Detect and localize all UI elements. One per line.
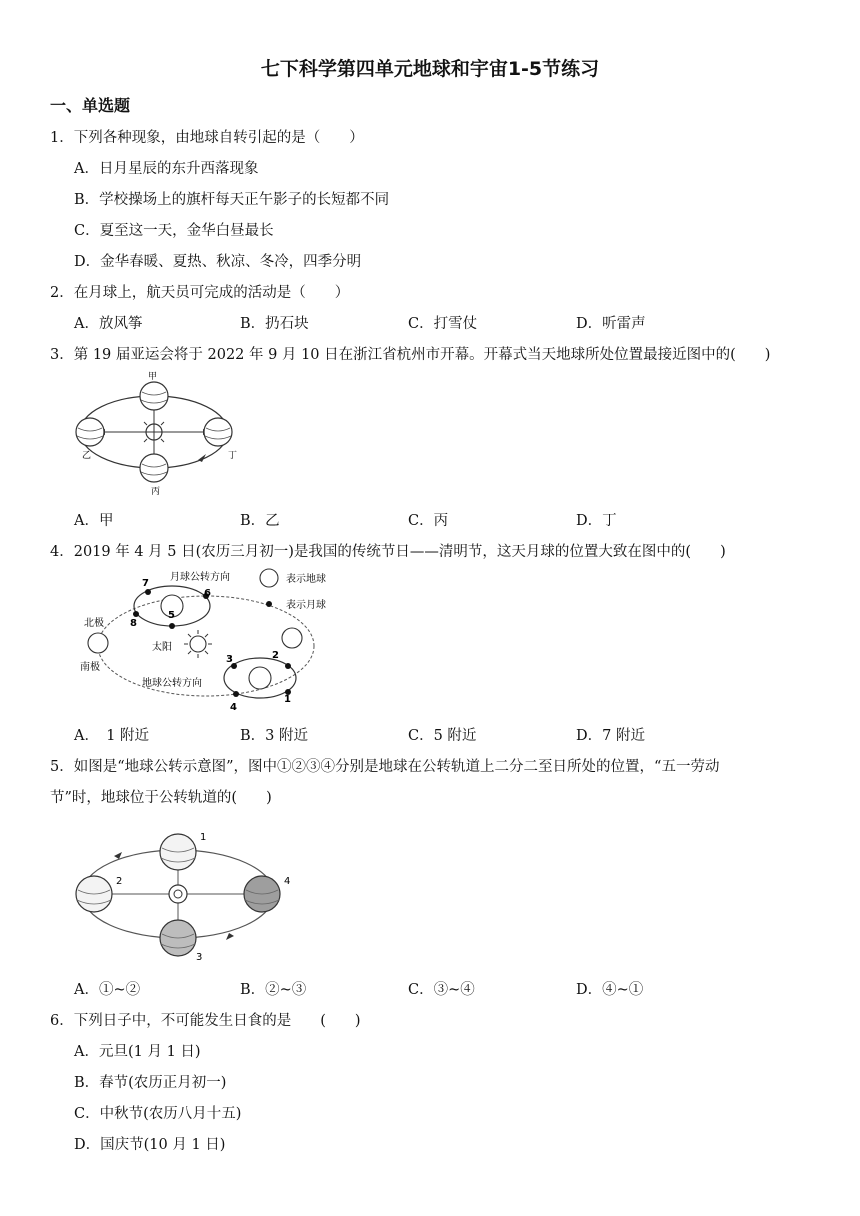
earth-orbit-label: 地球公转方向 [142,678,202,689]
figure-number-6: 6 [204,588,211,599]
earth-ding-icon [204,418,232,446]
figure-label-ding: 丁 [228,451,238,461]
figure-number-1: 1 [284,694,291,705]
earth-icon [282,628,302,648]
question-4-option-d[interactable]: D．7 附近 [576,728,645,744]
earth-yi-icon [76,418,104,446]
section-heading: 一、单选题 [50,96,131,115]
moon-orbit-label: 月球公转方向 [170,572,230,583]
figure-label-4: 4 [284,876,291,887]
question-4-option-a[interactable]: A． 1 附近 [74,728,150,744]
sun-icon [190,636,206,652]
figure-number-5: 5 [168,610,175,621]
north-pole-label: 北极 [84,618,104,629]
question-5-orbit-figure [74,826,304,966]
legend-moon-icon [266,601,272,607]
question-3-option-d[interactable]: D．丁 [576,513,617,529]
question-3-option-b[interactable]: B．乙 [240,513,280,529]
figure-label-yi: 乙 [82,451,92,461]
figure-number-7: 7 [142,578,149,589]
legend-moon-label: 表示月球 [286,600,326,611]
figure-label-2: 2 [116,876,123,887]
figure-number-4: 4 [230,702,237,713]
question-4-stem: 4．2019 年 4 月 5 日(农历三月初一)是我国的传统节日——清明节，这天月球的位置大致在图中的( ) [50,544,726,560]
question-6-option-d[interactable]: D．国庆节(10 月 1 日) [74,1137,226,1153]
earth-bing-icon [140,454,168,482]
legend-earth-label: 表示地球 [286,574,326,585]
question-3-stem: 3．第 19 届亚运会将于 2022 年 9 月 10 日在浙江省杭州市开幕。开幕式当天地球所处位置最接近图中的( ) [50,347,771,363]
figure-label-jia: 甲 [148,372,158,382]
question-5-stem-line1: 5．如图是“地球公转示意图”，图中①②③④分别是地球在公转轨道上二分二至日所处的位置，“五一劳动 [50,759,720,775]
question-3-option-a[interactable]: A．甲 [74,513,114,529]
question-2-stem: 2．在月球上，航天员可完成的活动是（ ） [50,285,350,301]
question-5-option-b[interactable]: B．②~③ [240,982,307,998]
figure-number-8: 8 [130,618,137,629]
sun-label: 太阳 [152,642,172,653]
question-4-option-c[interactable]: C．5 附近 [408,728,477,744]
question-1-stem: 1．下列各种现象，由地球自转引起的是（ ） [50,130,364,146]
figure-number-2: 2 [272,650,279,661]
question-4-option-b[interactable]: B．3 附近 [240,728,308,744]
figure-label-3: 3 [196,952,203,963]
question-5-option-a[interactable]: A．①~② [74,982,141,998]
earth-icon [88,633,108,653]
question-6-option-b[interactable]: B．春节(农历正月初一) [74,1075,227,1091]
earth-icon [249,667,271,689]
question-1-option-d[interactable]: D．金华春暖、夏热、秋凉、冬冷，四季分明 [74,254,362,270]
question-1-option-a[interactable]: A．日月星辰的东升西落现象 [74,161,259,177]
page-title: 七下科学第四单元地球和宇宙1-5节练习 [260,58,600,80]
question-2-option-d[interactable]: D．听雷声 [576,316,646,332]
figure-label-bing: 丙 [151,487,161,497]
question-2-option-a[interactable]: A．放风筝 [74,316,143,332]
question-4-moon-phase-figure [76,566,376,716]
question-6-option-c[interactable]: C．中秋节(农历八月十五) [74,1106,242,1122]
question-6-option-a[interactable]: A．元旦(1 月 1 日) [74,1044,201,1060]
question-1-option-c[interactable]: C．夏至这一天，金华白昼最长 [74,223,274,239]
figure-number-3: 3 [226,654,233,665]
question-2-option-b[interactable]: B．扔石块 [240,316,309,332]
question-5-option-d[interactable]: D．④~① [576,982,644,998]
figure-label-1: 1 [200,832,207,843]
south-pole-label: 南极 [80,662,100,673]
question-1-option-b[interactable]: B．学校操场上的旗杆每天正午影子的长短都不同 [74,192,390,208]
question-3-option-c[interactable]: C．丙 [408,513,449,529]
sun-icon [169,885,187,903]
legend-earth-icon [260,569,278,587]
question-5-option-c[interactable]: C．③~④ [408,982,475,998]
earth-jia-icon [140,382,168,410]
question-6-stem: 6．下列日子中，不可能发生日食的是 ( ) [50,1013,361,1029]
question-2-option-c[interactable]: C．打雪仗 [408,316,478,332]
question-5-stem-line2: 节”时，地球位于公转轨道的( ) [50,790,272,806]
question-3-orbit-figure [68,370,248,498]
